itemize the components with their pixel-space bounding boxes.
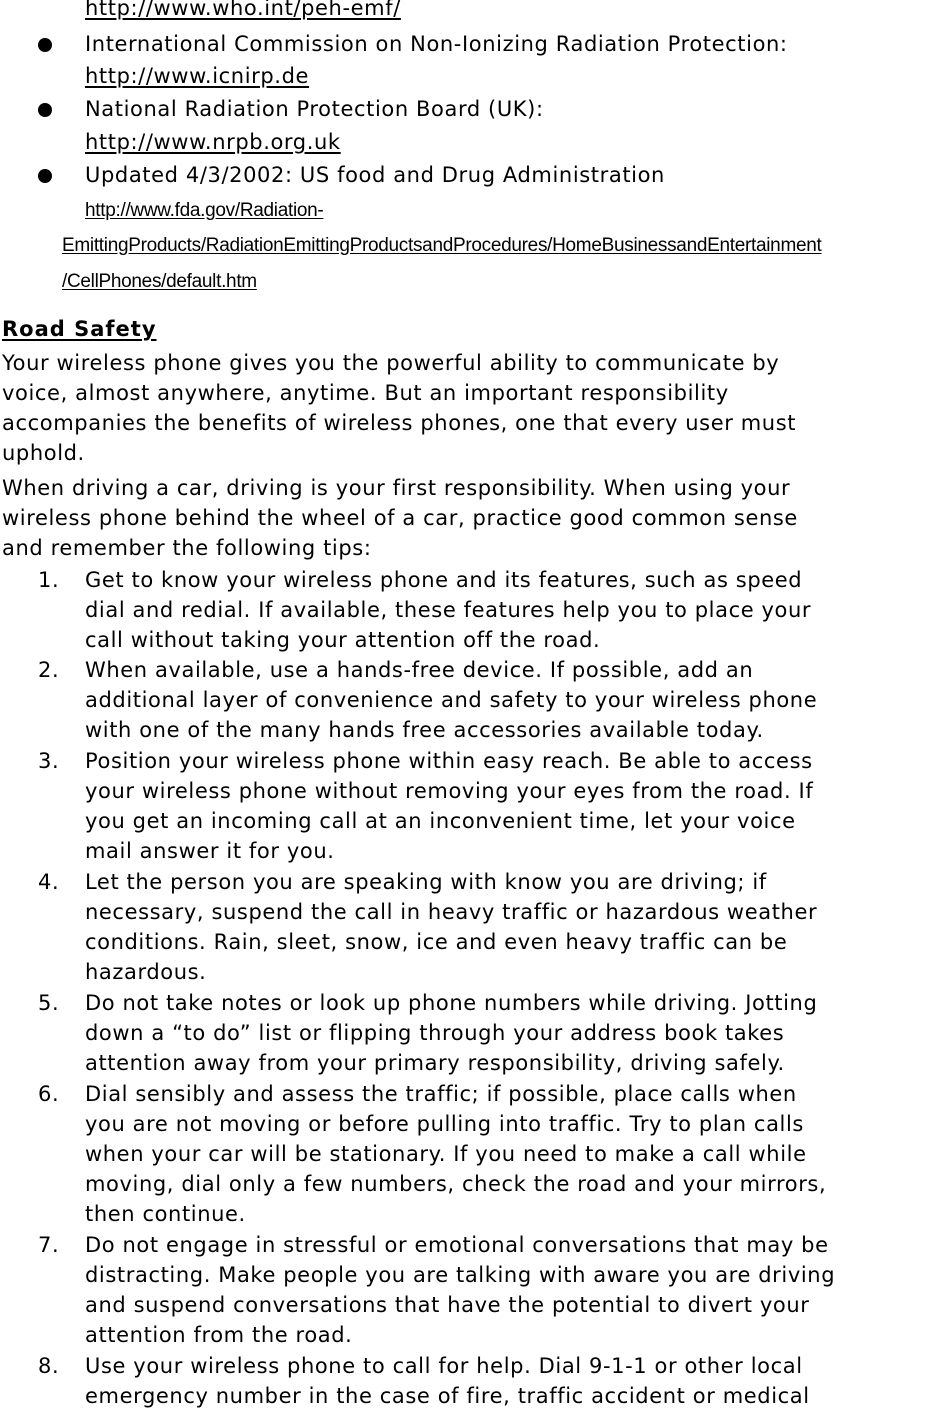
list-item-number: 3. [38, 749, 60, 773]
list-item-line: and suspend conversations that have the potential to divert your [85, 1293, 810, 1317]
paragraph-line: accompanies the benefits of wireless phones, one that every user must [2, 411, 797, 435]
who-link[interactable]: http://www.who.int/peh-emf/ [85, 0, 401, 20]
list-item-line: emergency number in the case of fire, traffic accident or medical [85, 1384, 810, 1408]
list-item-line: moving, dial only a few numbers, check the road and your mirrors, [85, 1172, 827, 1196]
bullet-icon [38, 38, 52, 52]
list-item-line: attention away from your primary responsibility, driving safely. [85, 1051, 785, 1075]
list-item-line: distracting. Make people you are talking with aware you are driving [85, 1263, 836, 1287]
list-item-number: 6. [38, 1082, 60, 1106]
list-item-line: attention from the road. [85, 1323, 353, 1347]
list-item-line: Position your wireless phone within easy reach. Be able to access [85, 749, 813, 773]
list-item-line: Let the person you are speaking with know you are driving; if [85, 870, 767, 894]
paragraph-line: wireless phone behind the wheel of a car, practice good common sense [2, 506, 798, 530]
nrpb-label: National Radiation Protection Board (UK): [85, 97, 544, 121]
list-item-line: dial and redial. If available, these features help you to place your [85, 598, 812, 622]
section-heading: Road Safety [2, 317, 157, 341]
fda-label: Updated 4/3/2002: US food and Drug Administration [85, 163, 665, 187]
list-item-line: you get an incoming call at an inconvenient time, let your voice [85, 809, 796, 833]
list-item-line: When available, use a hands-free device. If possible, add an [85, 658, 754, 682]
fda-link-line-2[interactable]: EmittingProducts/RadiationEmittingProductsandProcedures/HomeBusinessandEntertainment [62, 235, 822, 256]
list-item-number: 8. [38, 1354, 60, 1378]
bullet-icon [38, 169, 52, 183]
nrpb-link[interactable]: http://www.nrpb.org.uk [85, 130, 341, 154]
paragraph-line: Your wireless phone gives you the powerful ability to communicate by [2, 351, 780, 375]
list-item-line: additional layer of convenience and safety to your wireless phone [85, 688, 818, 712]
list-item-line: Do not take notes or look up phone numbers while driving. Jotting [85, 991, 818, 1015]
list-item-line: necessary, suspend the call in heavy traffic or hazardous weather [85, 900, 818, 924]
fda-link-line-1[interactable]: http://www.fda.gov/Radiation- [85, 200, 324, 221]
list-item-number: 1. [38, 568, 60, 592]
fda-link-line-3[interactable]: /CellPhones/default.htm [62, 271, 257, 292]
list-item-line: conditions. Rain, sleet, snow, ice and even heavy traffic can be [85, 930, 788, 954]
paragraph-line: When driving a car, driving is your first responsibility. When using your [2, 476, 791, 500]
list-item-line: with one of the many hands free accessories available today. [85, 718, 764, 742]
list-item-line: Dial sensibly and assess the traffic; if possible, place calls when [85, 1082, 797, 1106]
list-item-line: you are not moving or before pulling into traffic. Try to plan calls [85, 1112, 804, 1136]
list-item-line: then continue. [85, 1202, 246, 1226]
list-item-line: Get to know your wireless phone and its features, such as speed [85, 568, 803, 592]
list-item-number: 4. [38, 870, 60, 894]
list-item-number: 7. [38, 1233, 60, 1257]
paragraph-line: voice, almost anywhere, anytime. But an important responsibility [2, 381, 729, 405]
list-item-line: your wireless phone without removing your eyes from the road. If [85, 779, 814, 803]
bullet-icon [38, 103, 52, 117]
list-item-line: hazardous. [85, 960, 207, 984]
list-item-line: down a “to do” list or flipping through your address book takes [85, 1021, 785, 1045]
icnirp-label: International Commission on Non-Ionizing Radiation Protection: [85, 32, 788, 56]
list-item-line: when your car will be stationary. If you need to make a call while [85, 1142, 807, 1166]
list-item-line: Do not engage in stressful or emotional conversations that may be [85, 1233, 829, 1257]
paragraph-line: uphold. [2, 441, 85, 465]
paragraph-line: and remember the following tips: [2, 536, 372, 560]
list-item-line: mail answer it for you. [85, 839, 335, 863]
list-item-line: Use your wireless phone to call for help. Dial 9-1-1 or other local [85, 1354, 803, 1378]
icnirp-link[interactable]: http://www.icnirp.de [85, 64, 310, 88]
list-item-line: call without taking your attention off the road. [85, 628, 601, 652]
list-item-number: 5. [38, 991, 60, 1015]
list-item-number: 2. [38, 658, 60, 682]
